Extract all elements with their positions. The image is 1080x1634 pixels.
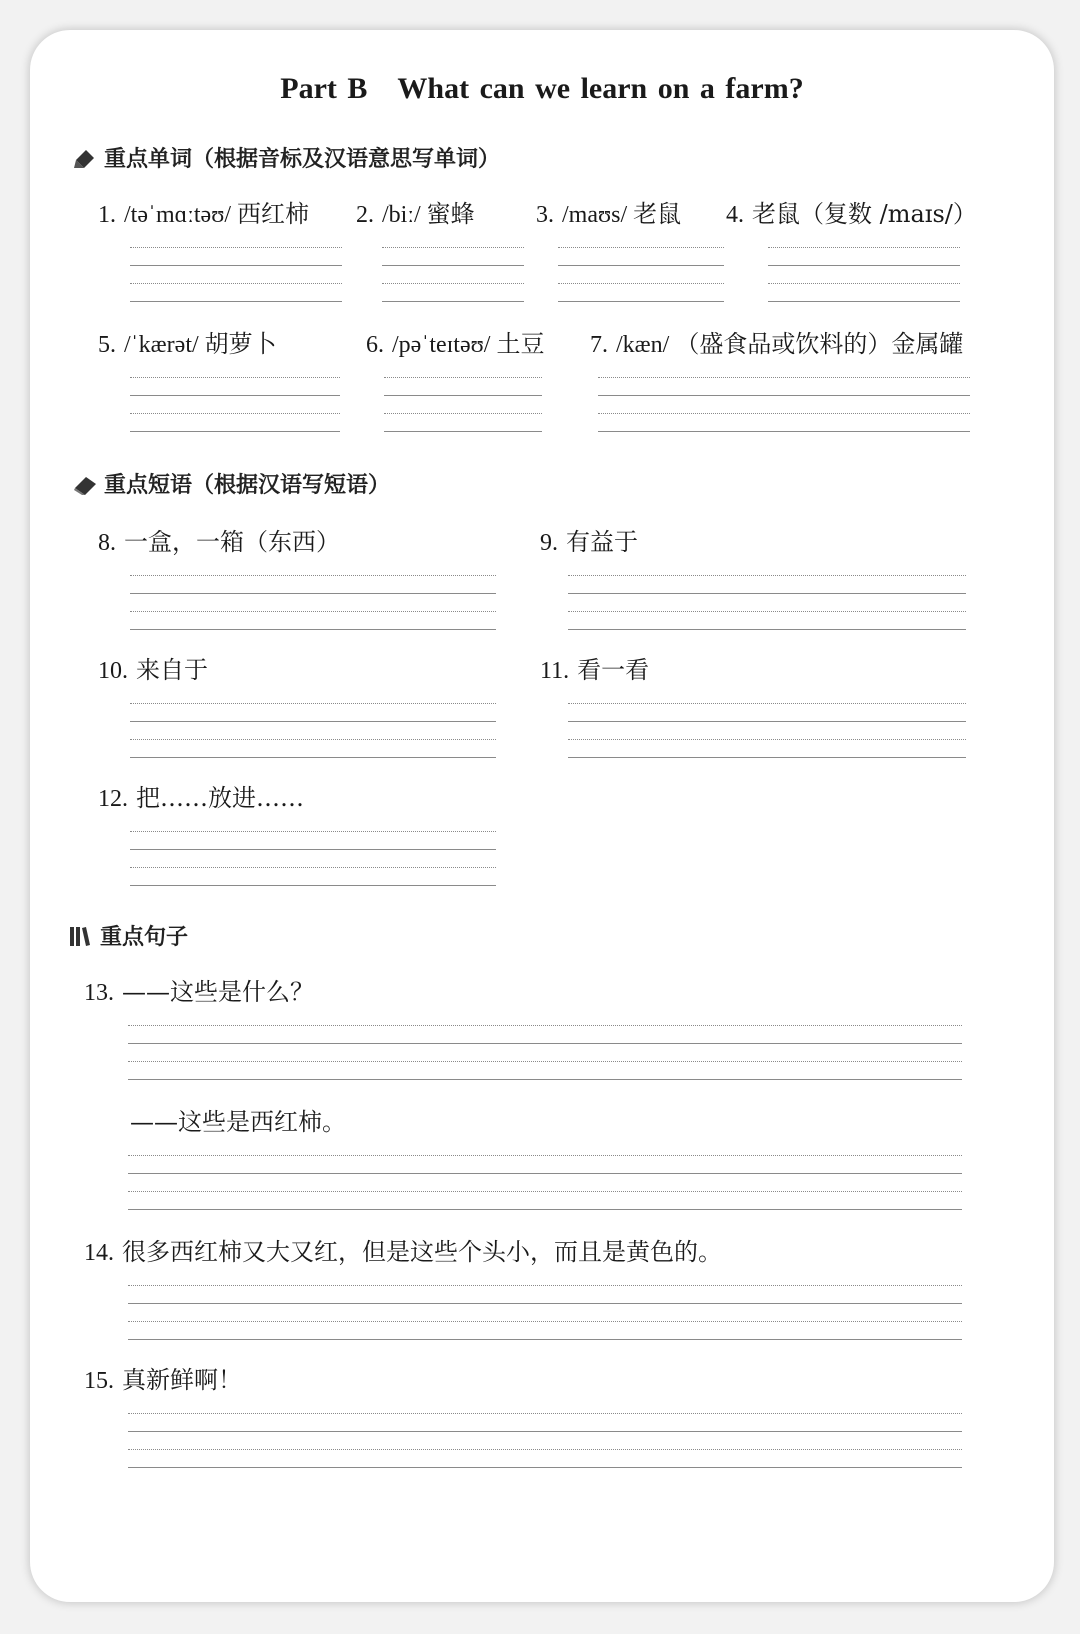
section-title-sentences: 重点句子 (100, 925, 189, 950)
phrase-item-12: 12. 把……放进…… (98, 784, 304, 812)
eraser-icon (72, 472, 100, 496)
writing-lines[interactable] (128, 1008, 962, 1080)
worksheet-page (30, 30, 1054, 1602)
writing-lines[interactable] (382, 230, 524, 302)
writing-lines[interactable] (130, 360, 340, 432)
title-part: Part B (280, 72, 368, 105)
sentence-item-15: 15. 真新鲜啊！ (84, 1366, 242, 1394)
writing-lines[interactable] (130, 558, 496, 630)
section-header-words (72, 142, 500, 173)
title-question: What can we learn on a farm? (397, 72, 804, 105)
writing-lines[interactable] (130, 230, 342, 302)
word-item-5: 5. /ˈkærət/ 胡萝卜 (98, 330, 277, 358)
writing-lines[interactable] (598, 360, 970, 432)
section-title-phrases: 重点短语（根据汉语写短语） (104, 473, 391, 498)
writing-lines[interactable] (568, 558, 966, 630)
sentence-item-14: 14. 很多西红柿又大又红，但是这些个头小，而且是黄色的。 (84, 1238, 722, 1266)
phrase-item-9: 9. 有益于 (540, 528, 638, 556)
word-item-1: 1. /təˈmɑːtəʊ/ 西红柿 (98, 200, 310, 228)
section-header-phrases (72, 468, 390, 499)
word-item-4: 4. 老鼠（复数 /maɪs/） (726, 200, 977, 228)
books-icon (68, 924, 96, 948)
word-item-7: 7. /kæn/ （盛食品或饮料的）金属罐 (590, 330, 964, 358)
sentence-item-13: 13. ——这些是什么？ (84, 978, 314, 1006)
sentence-item-13-answer: ——这些是西红柿。 (130, 1108, 346, 1136)
writing-lines[interactable] (130, 686, 496, 758)
writing-lines[interactable] (128, 1268, 962, 1340)
writing-lines[interactable] (128, 1138, 962, 1210)
section-title-words: 重点单词（根据音标及汉语意思写单词） (104, 147, 501, 172)
page-title (30, 72, 1054, 106)
phrase-item-11: 11. 看一看 (540, 656, 650, 684)
writing-lines[interactable] (130, 814, 496, 886)
section-header-sentences (68, 920, 188, 951)
phrase-item-8: 8. 一盒，一箱（东西） (98, 528, 340, 556)
writing-lines[interactable] (558, 230, 724, 302)
phrase-item-10: 10. 来自于 (98, 656, 208, 684)
pencil-icon (72, 146, 100, 170)
writing-lines[interactable] (128, 1396, 962, 1468)
word-item-2: 2. /biː/ 蜜蜂 (356, 200, 475, 228)
word-item-6: 6. /pəˈteɪtəʊ/ 土豆 (366, 330, 545, 358)
writing-lines[interactable] (568, 686, 966, 758)
writing-lines[interactable] (768, 230, 960, 302)
word-item-3: 3. /maʊs/ 老鼠 (536, 200, 682, 228)
writing-lines[interactable] (384, 360, 542, 432)
